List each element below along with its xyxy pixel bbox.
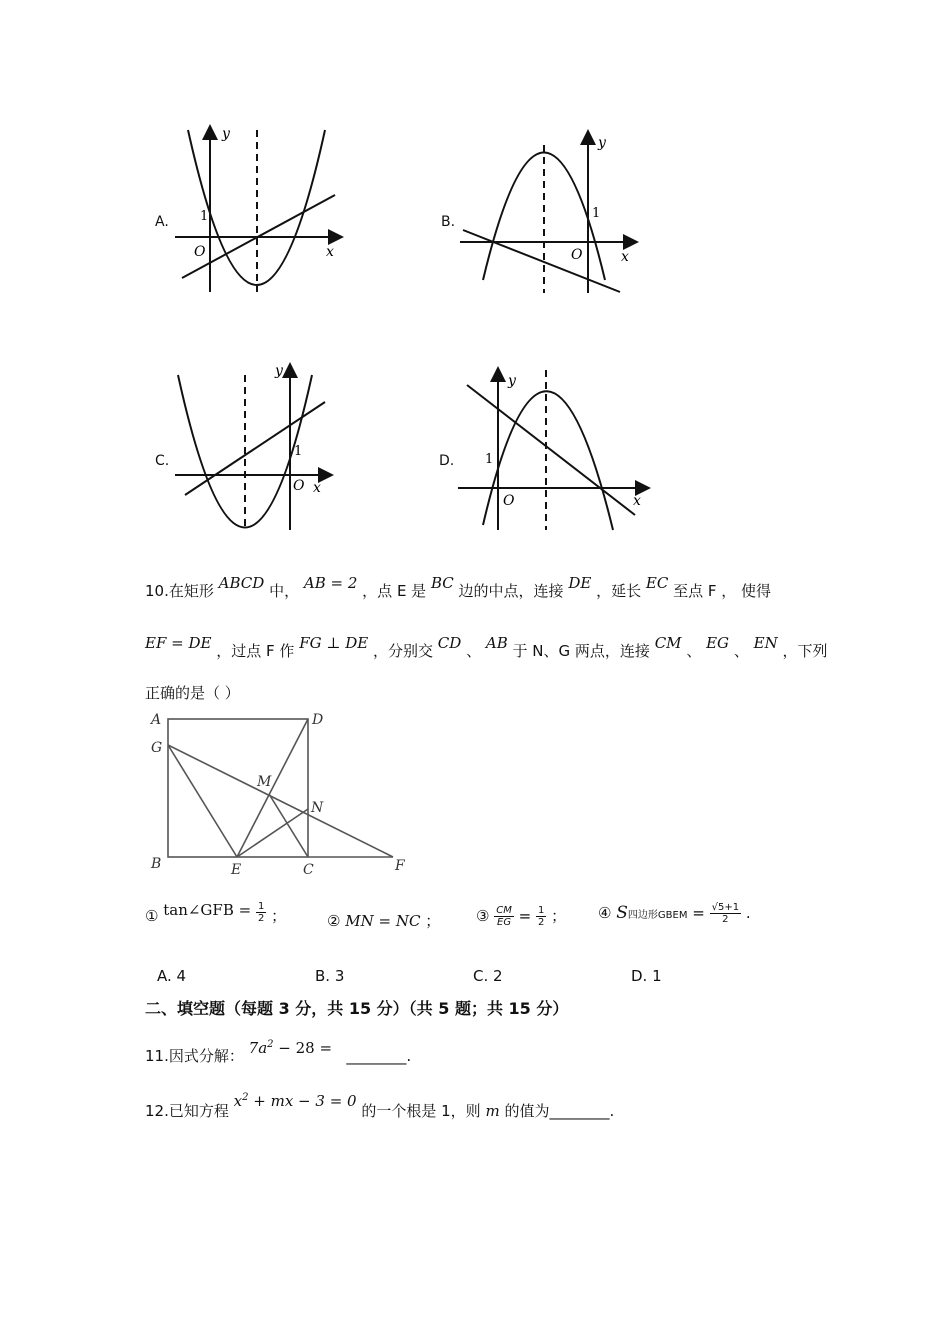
- rectangle-figure: [145, 708, 415, 880]
- choice-a: A. 4: [157, 967, 187, 985]
- statement-3: ③ $\frac{CM}{EG}$ = $\frac{1}{2}$ ；: [476, 905, 567, 928]
- point-g: G: [151, 740, 163, 756]
- y-label: y: [598, 135, 606, 151]
- question-12: 12.已知方程 $x^2$ + mx − 3 = 0 的一个根是 1，则 m 的值为________.: [145, 1092, 615, 1120]
- graph-option-d: [455, 365, 655, 535]
- origin-label: O: [293, 478, 305, 494]
- origin-label: O: [194, 244, 206, 260]
- origin-label: O: [503, 493, 515, 509]
- y-label: y: [508, 373, 516, 389]
- point-f: F: [395, 858, 405, 874]
- option-d-label: D.: [439, 453, 455, 469]
- origin-label: O: [571, 247, 583, 263]
- segment-cm: [269, 794, 308, 857]
- segment-en: [237, 809, 308, 857]
- option-c-label: C.: [155, 453, 170, 469]
- graph-option-c: [170, 360, 345, 535]
- y-label: y: [275, 363, 283, 379]
- answer-blank: ________: [346, 1047, 407, 1065]
- rectangle-abcd: [168, 719, 308, 857]
- line: [463, 230, 620, 292]
- x-label: x: [621, 249, 629, 265]
- answer-blank: ________: [549, 1102, 610, 1120]
- question-11: 11.因式分解： $7a^2 - 28$ = ________.: [145, 1039, 412, 1065]
- statement-1: ① tan∠GFB = $\frac{1}{2}$ ；: [145, 901, 287, 925]
- intercept-1-label: 1: [200, 209, 209, 224]
- point-m: M: [257, 774, 272, 790]
- intercept-1-label: 1: [294, 444, 303, 459]
- statement-2: ② MN = NC ；: [327, 912, 441, 930]
- y-label: y: [222, 126, 230, 142]
- graph-option-b: [455, 125, 645, 300]
- q10-line2: EF = DE ，过点 F 作 FG ⊥ DE ，分别交 CD 、 AB 于 N、G 两点，连接 CM 、 EG 、 EN ，下列: [145, 634, 828, 660]
- intercept-1-label: 1: [485, 452, 494, 467]
- option-a-label: A.: [155, 214, 169, 230]
- statement-4: ④ S四边形GBEM = $\frac{√5+1}{2}$ .: [598, 902, 751, 925]
- q10-line1: 10.在矩形 ABCD 中， AB = 2 ，点 E 是 BC 边的中点，连接 DE ，延长 EC 至点 F ， 使得: [145, 574, 772, 600]
- point-b: B: [151, 856, 162, 872]
- choice-d: D. 1: [631, 967, 662, 985]
- option-b-label: B.: [441, 214, 456, 230]
- point-n: N: [311, 800, 324, 816]
- x-label: x: [633, 493, 641, 509]
- q10-line3: 正确的是（ ）: [145, 684, 240, 702]
- segment-ed: [237, 719, 308, 857]
- point-c: C: [303, 862, 314, 878]
- choice-c: C. 2: [473, 967, 503, 985]
- intercept-1-label: 1: [592, 206, 601, 221]
- line: [467, 385, 635, 515]
- point-d: D: [312, 712, 324, 728]
- point-e: E: [231, 862, 242, 878]
- point-a: A: [151, 712, 162, 728]
- x-label: x: [313, 480, 321, 496]
- choice-b: B. 3: [315, 967, 345, 985]
- x-label: x: [326, 244, 334, 260]
- section-2-heading: 二、填空题（每题 3 分，共 15 分）（共 5 题；共 15 分）: [145, 999, 569, 1018]
- graph-option-a: [170, 120, 350, 300]
